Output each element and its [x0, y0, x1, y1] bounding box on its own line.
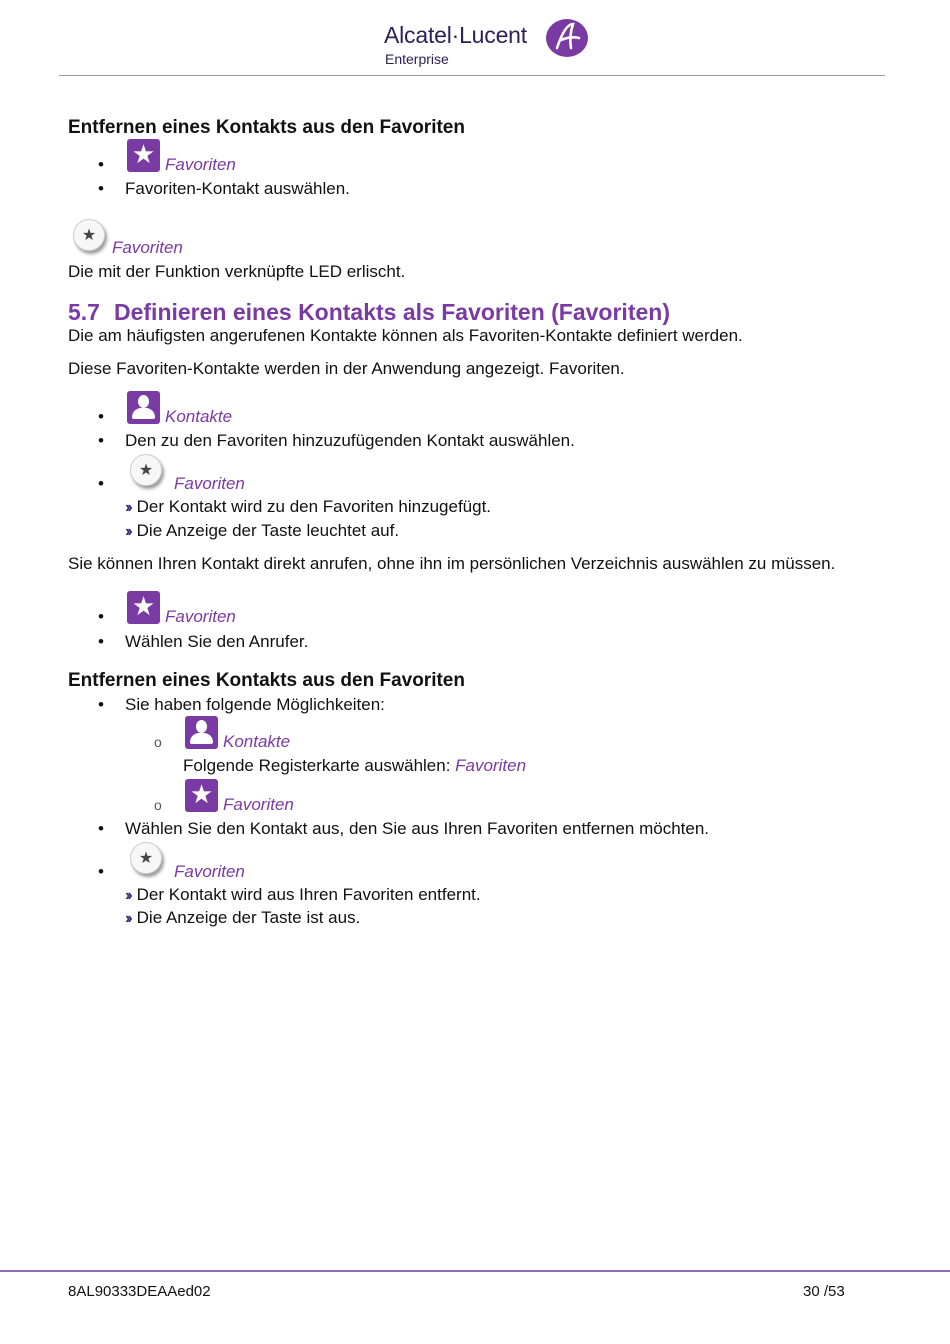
contact-icon[interactable] [127, 391, 160, 424]
paragraph: Diese Favoriten-Kontakte werden in der Anwendung angezeigt. Favoriten. [68, 359, 625, 378]
favorites-key-label: Favoriten [174, 862, 245, 881]
favorites-key-icon[interactable] [130, 454, 162, 486]
list-item: • Den zu den Favoriten hinzuzufügenden Kontakt auswählen. [125, 431, 575, 451]
list-item: • Wählen Sie den Anrufer. [125, 632, 308, 652]
list-item: • Favoriten-Kontakt auswählen. [125, 179, 350, 199]
result-line: ›› Die Anzeige der Taste ist aus. [125, 908, 361, 927]
favorites-key-label: Favoriten [174, 474, 245, 493]
favorites-key-icon[interactable] [73, 219, 105, 251]
result-line: ›› Der Kontakt wird zu den Favoriten hinzugefügt. [125, 497, 492, 516]
contact-icon[interactable] [185, 716, 218, 749]
contacts-label: Kontakte [165, 407, 233, 426]
favorites-label: Favoriten [223, 795, 294, 814]
paragraph: Sie können Ihren Kontakt direkt anrufen, ohne ihn im persönlichen Verzeichnis auswählen zu müssen. [68, 554, 836, 573]
favorites-tab-label: Favoriten [455, 756, 527, 775]
brand-logo-text: Alcatel·Lucent [384, 22, 527, 48]
paragraph: Die am häufigsten angerufenen Kontakte können als Favoriten-Kontakte definiert werden. [68, 326, 743, 345]
result-arrow-icon: ›› [125, 523, 130, 540]
section-number: 5.7 [68, 299, 100, 325]
note-text: Die mit der Funktion verknüpfte LED erlischt. [68, 262, 406, 281]
result-arrow-icon: ›› [125, 887, 130, 904]
list-item: • Wählen Sie den Kontakt aus, den Sie aus Ihren Favoriten entfernen möchten. [125, 819, 709, 839]
result-arrow-icon: ›› [125, 910, 130, 927]
section-title: Definieren eines Kontakts als Favoriten (Favoriten) [114, 299, 670, 325]
header-divider [59, 75, 885, 76]
document-id: 8AL90333DEAAed02 [68, 1283, 211, 1300]
favorites-star-icon[interactable] [127, 591, 160, 624]
footer-divider [0, 1270, 950, 1272]
sub-list-text: Folgende Registerkarte auswählen: Favoriten [183, 756, 527, 775]
list-item: • Sie haben folgende Möglichkeiten: [125, 695, 385, 715]
favorites-label: Favoriten [165, 155, 236, 174]
favorites-key-label: Favoriten [112, 238, 183, 257]
brand-logo-subtitle: Enterprise [385, 51, 449, 67]
page-number: 30 /53 [803, 1283, 845, 1300]
section-heading-remove: Entfernen eines Kontakts aus den Favoriten [68, 117, 465, 138]
favorites-star-icon[interactable] [127, 139, 160, 172]
contacts-label: Kontakte [223, 732, 291, 751]
favorites-star-icon[interactable] [185, 779, 218, 812]
section-heading-remove: Entfernen eines Kontakts aus den Favoriten [68, 670, 465, 691]
alcatel-lucent-logo-icon [545, 18, 589, 58]
favorites-key-icon[interactable] [130, 842, 162, 874]
result-line: ›› Die Anzeige der Taste leuchtet auf. [125, 521, 400, 540]
favorites-label: Favoriten [165, 607, 236, 626]
result-line: ›› Der Kontakt wird aus Ihren Favoriten entfernt. [125, 885, 481, 904]
result-arrow-icon: ›› [125, 499, 130, 516]
